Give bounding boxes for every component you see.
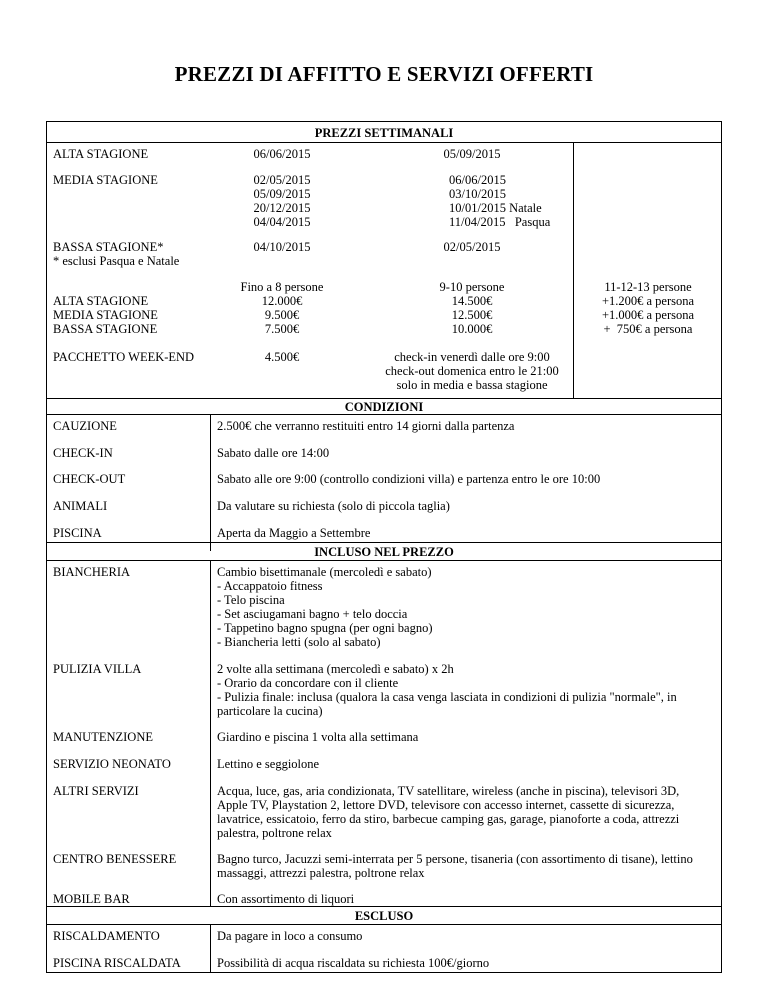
weekend-note-3: solo in media e bassa stagione xyxy=(396,378,548,392)
incluso-label: CENTRO BENESSERE xyxy=(53,852,177,866)
media-stagione-label: MEDIA STAGIONE xyxy=(53,173,158,187)
page-title: PREZZI DI AFFITTO E SERVIZI OFFERTI xyxy=(174,62,594,86)
media-stagione-da-2: 05/09/2015 xyxy=(253,187,311,201)
section-header-condizioni: CONDIZIONI xyxy=(344,400,424,414)
tariffa-col1-bassa: 7.500€ xyxy=(264,322,300,336)
tariffa-col2-media: 12.500€ xyxy=(451,308,493,322)
column-divider xyxy=(573,142,574,398)
column-divider xyxy=(210,414,211,551)
prices-services-table xyxy=(46,121,722,973)
tariffa-col3-alta: +1.200€ a persona xyxy=(601,294,695,308)
alta-stagione-da: 06/06/2015 xyxy=(253,147,311,161)
tariffa-col1-alta: 12.000€ xyxy=(261,294,303,308)
alta-stagione-a: 05/09/2015 xyxy=(443,147,501,161)
bassa-stagione-da: 04/10/2015 xyxy=(253,240,311,254)
incluso-line: - Telo piscina xyxy=(217,593,285,607)
condizione-label: CHECK-OUT xyxy=(53,472,126,486)
weekend-prezzo: 4.500€ xyxy=(264,350,300,364)
incluso-line: Bagno turco, Jacuzzi semi-interrata per 5 persone, tisaneria (con assortimento di tisane), lettino xyxy=(217,852,693,866)
incluso-label: SERVIZIO NEONATO xyxy=(53,757,171,771)
incluso-line: - Tappetino bagno spugna (per ogni bagno) xyxy=(217,621,433,635)
divider xyxy=(47,398,721,399)
tariffa-label-bassa: BASSA STAGIONE xyxy=(53,322,158,336)
tariffa-label-alta: ALTA STAGIONE xyxy=(53,294,149,308)
column-divider xyxy=(210,924,211,972)
bassa-stagione-a: 02/05/2015 xyxy=(443,240,501,254)
tariffa-col1-header: Fino a 8 persone xyxy=(240,280,324,294)
divider xyxy=(47,142,721,143)
incluso-line: - Orario da concordare con il cliente xyxy=(217,676,399,690)
incluso-line: Apple TV, Playstation 2, lettore DVD, televisore con accesso internet, cassette di sicurezza, xyxy=(217,798,675,812)
condizione-value: Sabato alle ore 9:00 (controllo condizioni villa) e partenza entro le ore 10:00 xyxy=(217,472,601,486)
bassa-stagione-label: BASSA STAGIONE* xyxy=(53,240,164,254)
condizione-label: ANIMALI xyxy=(53,499,108,513)
incluso-label: MOBILE BAR xyxy=(53,892,130,906)
condizione-value: 2.500€ che verranno restituiti entro 14 giorni dalla partenza xyxy=(217,419,515,433)
column-divider xyxy=(210,560,211,906)
condizione-label: CAUZIONE xyxy=(53,419,117,433)
incluso-label: PULIZIA VILLA xyxy=(53,662,142,676)
tariffa-col3-header: 11-12-13 persone xyxy=(604,280,692,294)
condizione-label: PISCINA xyxy=(53,526,102,540)
incluso-line: Acqua, luce, gas, aria condizionata, TV satellitare, wireless (anche in piscina), televisori 3D, xyxy=(217,784,680,798)
divider xyxy=(47,906,721,907)
tariffa-col3-bassa: + 750€ a persona xyxy=(603,322,693,336)
condizione-label: CHECK-IN xyxy=(53,446,113,460)
escluso-label: RISCALDAMENTO xyxy=(53,929,160,943)
section-header-incluso: INCLUSO NEL PREZZO xyxy=(314,545,454,559)
incluso-line: - Accappatoio fitness xyxy=(217,579,323,593)
incluso-label: ALTRI SERVIZI xyxy=(53,784,139,798)
media-stagione-a-1: 06/06/2015 xyxy=(449,173,506,187)
incluso-label: MANUTENZIONE xyxy=(53,730,153,744)
tariffa-col2-header: 9-10 persone xyxy=(439,280,505,294)
incluso-line: massaggi, attrezzi palestra, poltrone relax xyxy=(217,866,425,880)
condizione-value: Sabato dalle ore 14:00 xyxy=(217,446,330,460)
divider xyxy=(47,542,721,543)
incluso-line: 2 volte alla settimana (mercoledì e sabato) x 2h xyxy=(217,662,454,676)
incluso-line: Giardino e piscina 1 volta alla settimana xyxy=(217,730,419,744)
escluso-label: PISCINA RISCALDATA xyxy=(53,956,181,970)
condizione-value: Aperta da Maggio a Settembre xyxy=(217,526,371,540)
incluso-line: Lettino e seggiolone xyxy=(217,757,320,771)
incluso-line: - Biancheria letti (solo al sabato) xyxy=(217,635,381,649)
media-stagione-da-4: 04/04/2015 xyxy=(253,215,311,229)
media-stagione-a-3: 10/01/2015 Natale xyxy=(449,201,542,215)
divider xyxy=(47,414,721,415)
media-stagione-a-4: 11/04/2015 Pasqua xyxy=(449,215,551,229)
incluso-line: lavatrice, essicatoio, ferro da stiro, barbecue camping gas, garage, pianoforte a coda, attrezzi xyxy=(217,812,680,826)
media-stagione-a-2: 03/10/2015 xyxy=(449,187,506,201)
divider xyxy=(47,560,721,561)
divider xyxy=(47,924,721,925)
tariffa-col3-media: +1.000€ a persona xyxy=(601,308,695,322)
incluso-line: palestra, poltrone relax xyxy=(217,826,332,840)
incluso-line: - Set asciugamani bagno + telo doccia xyxy=(217,607,408,621)
incluso-line: particolare la cucina) xyxy=(217,704,323,718)
tariffa-col2-alta: 14.500€ xyxy=(451,294,493,308)
media-stagione-da-3: 20/12/2015 xyxy=(253,201,311,215)
weekend-label: PACCHETTO WEEK-END xyxy=(53,350,195,364)
section-header-prezzi: PREZZI SETTIMANALI xyxy=(314,126,454,140)
section-header-escluso: ESCLUSO xyxy=(354,909,414,923)
condizione-value: Da valutare su richiesta (solo di piccola taglia) xyxy=(217,499,450,513)
incluso-label: BIANCHERIA xyxy=(53,565,131,579)
tariffa-col2-bassa: 10.000€ xyxy=(451,322,493,336)
alta-stagione-label: ALTA STAGIONE xyxy=(53,147,149,161)
media-stagione-da-1: 02/05/2015 xyxy=(253,173,311,187)
tariffa-col1-media: 9.500€ xyxy=(264,308,300,322)
escluso-value: Possibilità di acqua riscaldata su richiesta 100€/giorno xyxy=(217,956,490,970)
incluso-line: Con assortimento di liquori xyxy=(217,892,355,906)
escluso-value: Da pagare in loco a consumo xyxy=(217,929,363,943)
incluso-line: - Pulizia finale: inclusa (qualora la casa venga lasciata in condizioni di pulizia "normale", in xyxy=(217,690,677,704)
weekend-note-2: check-out domenica entro le 21:00 xyxy=(385,364,559,378)
bassa-stagione-note: * esclusi Pasqua e Natale xyxy=(53,254,180,268)
tariffa-label-media: MEDIA STAGIONE xyxy=(53,308,158,322)
incluso-line: Cambio bisettimanale (mercoledì e sabato) xyxy=(217,565,432,579)
weekend-note-1: check-in venerdì dalle ore 9:00 xyxy=(394,350,550,364)
